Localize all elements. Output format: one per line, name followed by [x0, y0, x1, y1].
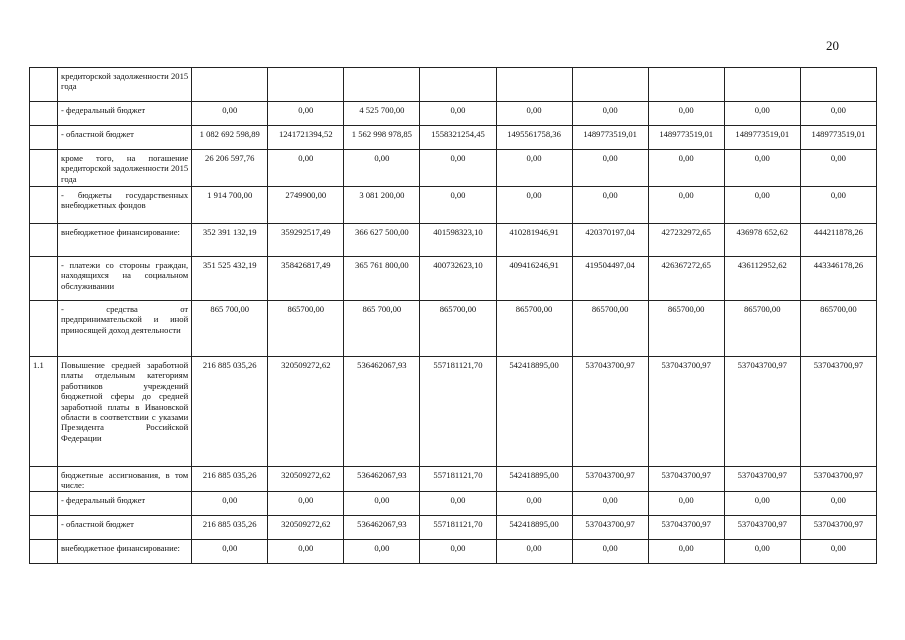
- value-cell: 0,00: [572, 187, 648, 224]
- value-cell: 537043700,97: [648, 357, 724, 467]
- value-cell: 358426817,49: [268, 257, 344, 301]
- budget-table: [29, 67, 877, 564]
- value-cell: 0,00: [268, 491, 344, 515]
- value-cell: 427232972,65: [648, 224, 724, 257]
- value-cell: 444211878,26: [800, 224, 876, 257]
- value-cell: 0,00: [800, 102, 876, 126]
- value-cell: [420, 68, 496, 102]
- value-cell: 542418895,00: [496, 467, 572, 492]
- value-cell: 0,00: [800, 150, 876, 187]
- row-label-cell: кроме того, на погашение кредиторской задолженности 2015 года: [58, 150, 192, 187]
- row-number-cell: [30, 224, 58, 257]
- value-cell: 536462067,93: [344, 515, 420, 539]
- value-cell: 0,00: [496, 187, 572, 224]
- value-cell: 3 081 200,00: [344, 187, 420, 224]
- row-label-cell: - областной бюджет: [58, 126, 192, 150]
- value-cell: 436112952,62: [724, 257, 800, 301]
- value-cell: [572, 68, 648, 102]
- value-cell: 865 700,00: [344, 301, 420, 357]
- value-cell: 1558321254,45: [420, 126, 496, 150]
- value-cell: [192, 68, 268, 102]
- value-cell: 26 206 597,76: [192, 150, 268, 187]
- value-cell: 0,00: [344, 150, 420, 187]
- row-number-cell: [30, 515, 58, 539]
- table-row: [30, 102, 877, 126]
- value-cell: 557181121,70: [420, 515, 496, 539]
- value-cell: 216 885 035,26: [192, 357, 268, 467]
- value-cell: 865 700,00: [192, 301, 268, 357]
- row-number-cell: [30, 187, 58, 224]
- page-number: 20: [826, 38, 839, 53]
- value-cell: 0,00: [724, 539, 800, 563]
- value-cell: 0,00: [724, 187, 800, 224]
- value-cell: 1489773519,01: [572, 126, 648, 150]
- value-cell: 0,00: [800, 187, 876, 224]
- row-label-cell: - бюджеты государственных внебюджетных фондов: [58, 187, 192, 224]
- row-number-cell: [30, 301, 58, 357]
- value-cell: 216 885 035,26: [192, 515, 268, 539]
- row-number-cell: [30, 68, 58, 102]
- row-number-cell: [30, 126, 58, 150]
- value-cell: 557181121,70: [420, 467, 496, 492]
- value-cell: 0,00: [648, 491, 724, 515]
- value-cell: 1 562 998 978,85: [344, 126, 420, 150]
- value-cell: 0,00: [648, 102, 724, 126]
- row-number-cell: [30, 102, 58, 126]
- table-row: [30, 357, 877, 467]
- value-cell: 0,00: [648, 539, 724, 563]
- row-label-cell: внебюджетное финансирование:: [58, 539, 192, 563]
- value-cell: [496, 68, 572, 102]
- value-cell: 401598323,10: [420, 224, 496, 257]
- value-cell: 320509272,62: [268, 467, 344, 492]
- value-cell: 1241721394,52: [268, 126, 344, 150]
- value-cell: 0,00: [800, 539, 876, 563]
- value-cell: 410281946,91: [496, 224, 572, 257]
- value-cell: 865700,00: [572, 301, 648, 357]
- value-cell: 0,00: [572, 491, 648, 515]
- table-row: [30, 515, 877, 539]
- value-cell: 0,00: [496, 150, 572, 187]
- value-cell: 443346178,26: [800, 257, 876, 301]
- value-cell: 536462067,93: [344, 467, 420, 492]
- table-row: [30, 257, 877, 301]
- value-cell: [724, 68, 800, 102]
- value-cell: 0,00: [572, 150, 648, 187]
- value-cell: 557181121,70: [420, 357, 496, 467]
- value-cell: 537043700,97: [800, 357, 876, 467]
- row-label-cell: кредиторской задолженности 2015 года: [58, 68, 192, 102]
- value-cell: 216 885 035,26: [192, 467, 268, 492]
- value-cell: 1495561758,36: [496, 126, 572, 150]
- table-row: [30, 68, 877, 102]
- table-row: [30, 467, 877, 492]
- value-cell: 865700,00: [420, 301, 496, 357]
- row-label-cell: внебюджетное финансирование:: [58, 224, 192, 257]
- value-cell: 0,00: [420, 187, 496, 224]
- value-cell: 865700,00: [648, 301, 724, 357]
- value-cell: 0,00: [192, 539, 268, 563]
- value-cell: 4 525 700,00: [344, 102, 420, 126]
- value-cell: 0,00: [268, 102, 344, 126]
- value-cell: 537043700,97: [724, 467, 800, 492]
- table-row: [30, 126, 877, 150]
- value-cell: [344, 68, 420, 102]
- value-cell: 0,00: [420, 539, 496, 563]
- table-body: [30, 68, 877, 564]
- value-cell: 2749900,00: [268, 187, 344, 224]
- value-cell: 0,00: [648, 150, 724, 187]
- value-cell: 409416246,91: [496, 257, 572, 301]
- value-cell: 1489773519,01: [800, 126, 876, 150]
- value-cell: 0,00: [724, 102, 800, 126]
- row-label-cell: - платежи со стороны граждан, находящихся на социальном обслуживании: [58, 257, 192, 301]
- value-cell: 537043700,97: [800, 515, 876, 539]
- value-cell: 320509272,62: [268, 515, 344, 539]
- value-cell: 0,00: [572, 102, 648, 126]
- value-cell: 0,00: [420, 491, 496, 515]
- value-cell: 419504497,04: [572, 257, 648, 301]
- value-cell: 426367272,65: [648, 257, 724, 301]
- value-cell: [648, 68, 724, 102]
- row-label-cell: - областной бюджет: [58, 515, 192, 539]
- value-cell: 420370197,04: [572, 224, 648, 257]
- table-row: [30, 150, 877, 187]
- value-cell: 0,00: [496, 491, 572, 515]
- value-cell: 536462067,93: [344, 357, 420, 467]
- value-cell: 0,00: [572, 539, 648, 563]
- value-cell: 537043700,97: [648, 467, 724, 492]
- value-cell: 537043700,97: [572, 357, 648, 467]
- row-label-cell: - федеральный бюджет: [58, 102, 192, 126]
- table-row: [30, 301, 877, 357]
- value-cell: 0,00: [496, 102, 572, 126]
- value-cell: 537043700,97: [724, 357, 800, 467]
- row-number-cell: [30, 491, 58, 515]
- value-cell: 0,00: [800, 491, 876, 515]
- value-cell: 865700,00: [268, 301, 344, 357]
- value-cell: 351 525 432,19: [192, 257, 268, 301]
- row-number-cell: [30, 539, 58, 563]
- value-cell: 0,00: [192, 491, 268, 515]
- value-cell: 865700,00: [496, 301, 572, 357]
- value-cell: 537043700,97: [572, 515, 648, 539]
- value-cell: 865700,00: [800, 301, 876, 357]
- value-cell: 0,00: [344, 539, 420, 563]
- value-cell: 1 082 692 598,89: [192, 126, 268, 150]
- row-number-cell: [30, 467, 58, 492]
- value-cell: 1 914 700,00: [192, 187, 268, 224]
- value-cell: 0,00: [724, 150, 800, 187]
- row-label-cell: - федеральный бюджет: [58, 491, 192, 515]
- value-cell: 0,00: [192, 102, 268, 126]
- value-cell: 542418895,00: [496, 515, 572, 539]
- row-label-cell: Повышение средней заработной платы отдельным категориям работников учреждений бюджетной сферы до средней заработной платы в Ивановской области в соответствии с указами Президента Российской Федерации: [58, 357, 192, 467]
- value-cell: 0,00: [420, 150, 496, 187]
- row-label-cell: бюджетные ассигнования, в том числе:: [58, 467, 192, 492]
- value-cell: [800, 68, 876, 102]
- value-cell: 0,00: [724, 491, 800, 515]
- value-cell: 1489773519,01: [724, 126, 800, 150]
- value-cell: 0,00: [420, 102, 496, 126]
- row-number-cell: 1.1: [30, 357, 58, 467]
- table-row: [30, 187, 877, 224]
- value-cell: [268, 68, 344, 102]
- value-cell: 365 761 800,00: [344, 257, 420, 301]
- row-number-cell: [30, 257, 58, 301]
- value-cell: 359292517,49: [268, 224, 344, 257]
- value-cell: 366 627 500,00: [344, 224, 420, 257]
- row-number-cell: [30, 150, 58, 187]
- value-cell: 865700,00: [724, 301, 800, 357]
- table-row: [30, 224, 877, 257]
- value-cell: 1489773519,01: [648, 126, 724, 150]
- table-row: [30, 539, 877, 563]
- value-cell: 0,00: [344, 491, 420, 515]
- value-cell: 400732623,10: [420, 257, 496, 301]
- value-cell: 0,00: [648, 187, 724, 224]
- value-cell: 537043700,97: [572, 467, 648, 492]
- row-label-cell: - средства от предпринимательской и иной приносящей доход деятельности: [58, 301, 192, 357]
- value-cell: 0,00: [496, 539, 572, 563]
- value-cell: 542418895,00: [496, 357, 572, 467]
- value-cell: 320509272,62: [268, 357, 344, 467]
- value-cell: 0,00: [268, 539, 344, 563]
- value-cell: 537043700,97: [648, 515, 724, 539]
- value-cell: 537043700,97: [800, 467, 876, 492]
- value-cell: 0,00: [268, 150, 344, 187]
- table-row: [30, 491, 877, 515]
- value-cell: 436978 652,62: [724, 224, 800, 257]
- value-cell: 537043700,97: [724, 515, 800, 539]
- value-cell: 352 391 132,19: [192, 224, 268, 257]
